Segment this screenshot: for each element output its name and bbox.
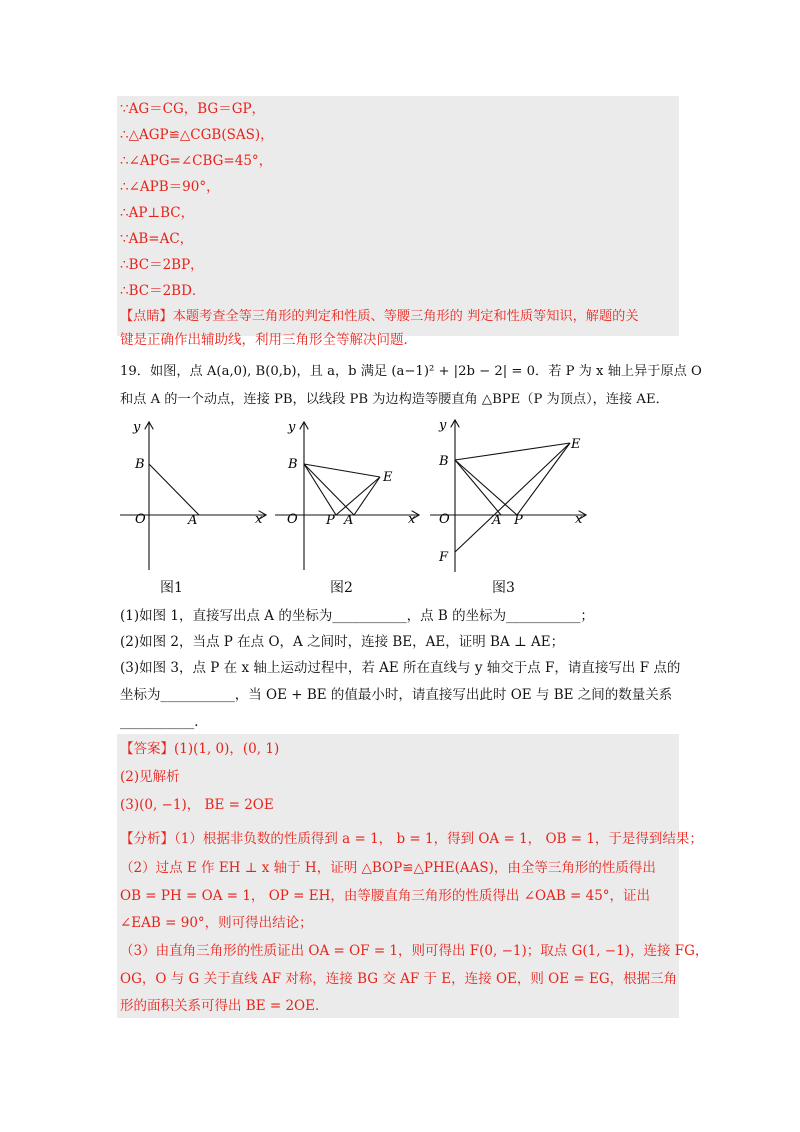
fig3-label-o: O	[439, 512, 450, 527]
question-3-line-1: (3)如图 3，点 P 在 x 轴上运动过程中，若 AE 所在直线与 y 轴交于点 F，请直接写出 F 点的	[120, 660, 681, 676]
fig3-segment-fe	[455, 443, 570, 552]
fig3-segment-ba	[455, 460, 501, 515]
proof-line-7: ∴BC＝2BP，	[120, 257, 204, 273]
comment-line-1: 【点睛】本题考查全等三角形的判定和性质、等腰三角形的 判定和性质等知识，解题的关	[120, 309, 639, 324]
proof-line-3: ∴∠APG=∠CBG=45°，	[120, 153, 273, 169]
question-3-line-3: ___________．	[120, 714, 208, 730]
fig3-label-x: x	[575, 512, 583, 527]
fig1-label-y: y	[133, 420, 141, 435]
figure-2	[270, 415, 430, 575]
problem-line-2: 和点 A 的一个动点，连接 PB，以线段 PB 为边构造等腰直角 △BPE（P 为顶点），连接 AE．	[120, 392, 669, 407]
analysis-line-7: 形的面积关系可得出 BE = 2OE．	[120, 998, 329, 1014]
comment-line-2: 键是正确作出辅助线，利用三角形全等解决问题．	[120, 332, 417, 348]
answer-line-2: (2)见解析	[120, 769, 180, 785]
fig1-label-a: A	[188, 513, 198, 528]
fig1-label-o: O	[135, 512, 146, 527]
answer-line-1: 【答案】(1)(1, 0)，(0, 1)	[120, 741, 280, 757]
figure-3	[425, 415, 595, 575]
problem-line-1: 19．如图，点 A(a,0), B(0,b)，且 a，b 满足 (a−1)² + |2b − 2| = 0．若 P 为 x 轴上异于原点 O	[120, 364, 702, 379]
fig2-label-x: x	[408, 512, 416, 527]
fig2-label-o: O	[287, 512, 298, 527]
fig1-label-b: B	[135, 457, 145, 472]
analysis-line-1: 【分析】（1）根据非负数的性质得到 a = 1， b = 1，得到 OA = 1， OB = 1，于是得到结果；	[120, 831, 703, 847]
fig2-caption: 图2	[330, 580, 353, 596]
answer-line-3: (3)(0, −1)， BE = 2OE	[120, 797, 274, 813]
proof-line-5: ∴AP⊥BC，	[120, 205, 195, 221]
proof-line-4: ∴∠APB＝90°，	[120, 179, 220, 195]
fig3-label-e: E	[571, 437, 581, 452]
fig3-label-y: y	[439, 418, 447, 433]
fig3-segment-be	[455, 443, 570, 460]
fig3-label-f: F	[439, 550, 449, 565]
analysis-line-3: OB = PH = OA = 1， OP = EH，由等腰直角三角形的性质得出 ∠OAB = 45°，证出	[120, 888, 651, 904]
analysis-line-6: OG，O 与 G 关于直线 AF 对称，连接 BG 交 AF 于 E，连接 OE，则 OE = EG，根据三角	[120, 971, 678, 987]
analysis-line-4: ∠EAB = 90°，则可得出结论；	[120, 915, 313, 931]
fig2-segment-bp	[304, 464, 336, 515]
proof-line-2: ∴△AGP≌△CGB(SAS)，	[120, 127, 274, 143]
fig2-label-b: B	[288, 457, 298, 472]
analysis-line-2: （2）过点 E 作 EH ⊥ x 轴于 H，证明 △BOP≌△PHE(AAS)，由全等三角形的性质得出	[120, 860, 656, 876]
proof-line-8: ∴BC＝2BD．	[120, 283, 206, 299]
fig2-label-p: P	[326, 513, 335, 528]
question-3-line-2: 坐标为___________，当 OE + BE 的值最小时，请直接写出此时 OE 与 BE 之间的数量关系	[120, 687, 673, 703]
fig1-caption: 图1	[160, 580, 183, 596]
fig3-segment-pe	[517, 443, 570, 515]
question-1: (1)如图 1，直接写出点 A 的坐标为___________，点 B 的坐标为___________；	[120, 608, 594, 624]
fig3-label-b: B	[439, 454, 449, 469]
fig3-segment-bp	[455, 460, 517, 515]
fig2-label-a: A	[344, 513, 354, 528]
proof-line-1: ∵AG＝CG，BG＝GP，	[120, 101, 266, 117]
analysis-line-5: （3）由直角三角形的性质证出 OA = OF = 1，则可得出 F(0, −1)；取点 G(1, −1)，连接 FG，	[120, 943, 709, 959]
fig2-label-e: E	[383, 470, 393, 485]
fig1-segment-ba	[149, 464, 199, 515]
question-2: (2)如图 2，当点 P 在点 O，A 之间时，连接 BE，AE，证明 BA ⊥ AE；	[120, 634, 565, 650]
figure-1	[115, 415, 275, 575]
fig3-label-a: A	[492, 513, 502, 528]
proof-line-6: ∵AB=AC，	[120, 231, 194, 247]
fig3-caption: 图3	[492, 580, 515, 596]
fig1-label-x: x	[255, 512, 263, 527]
fig2-label-y: y	[288, 420, 296, 435]
fig3-label-p: P	[514, 513, 523, 528]
